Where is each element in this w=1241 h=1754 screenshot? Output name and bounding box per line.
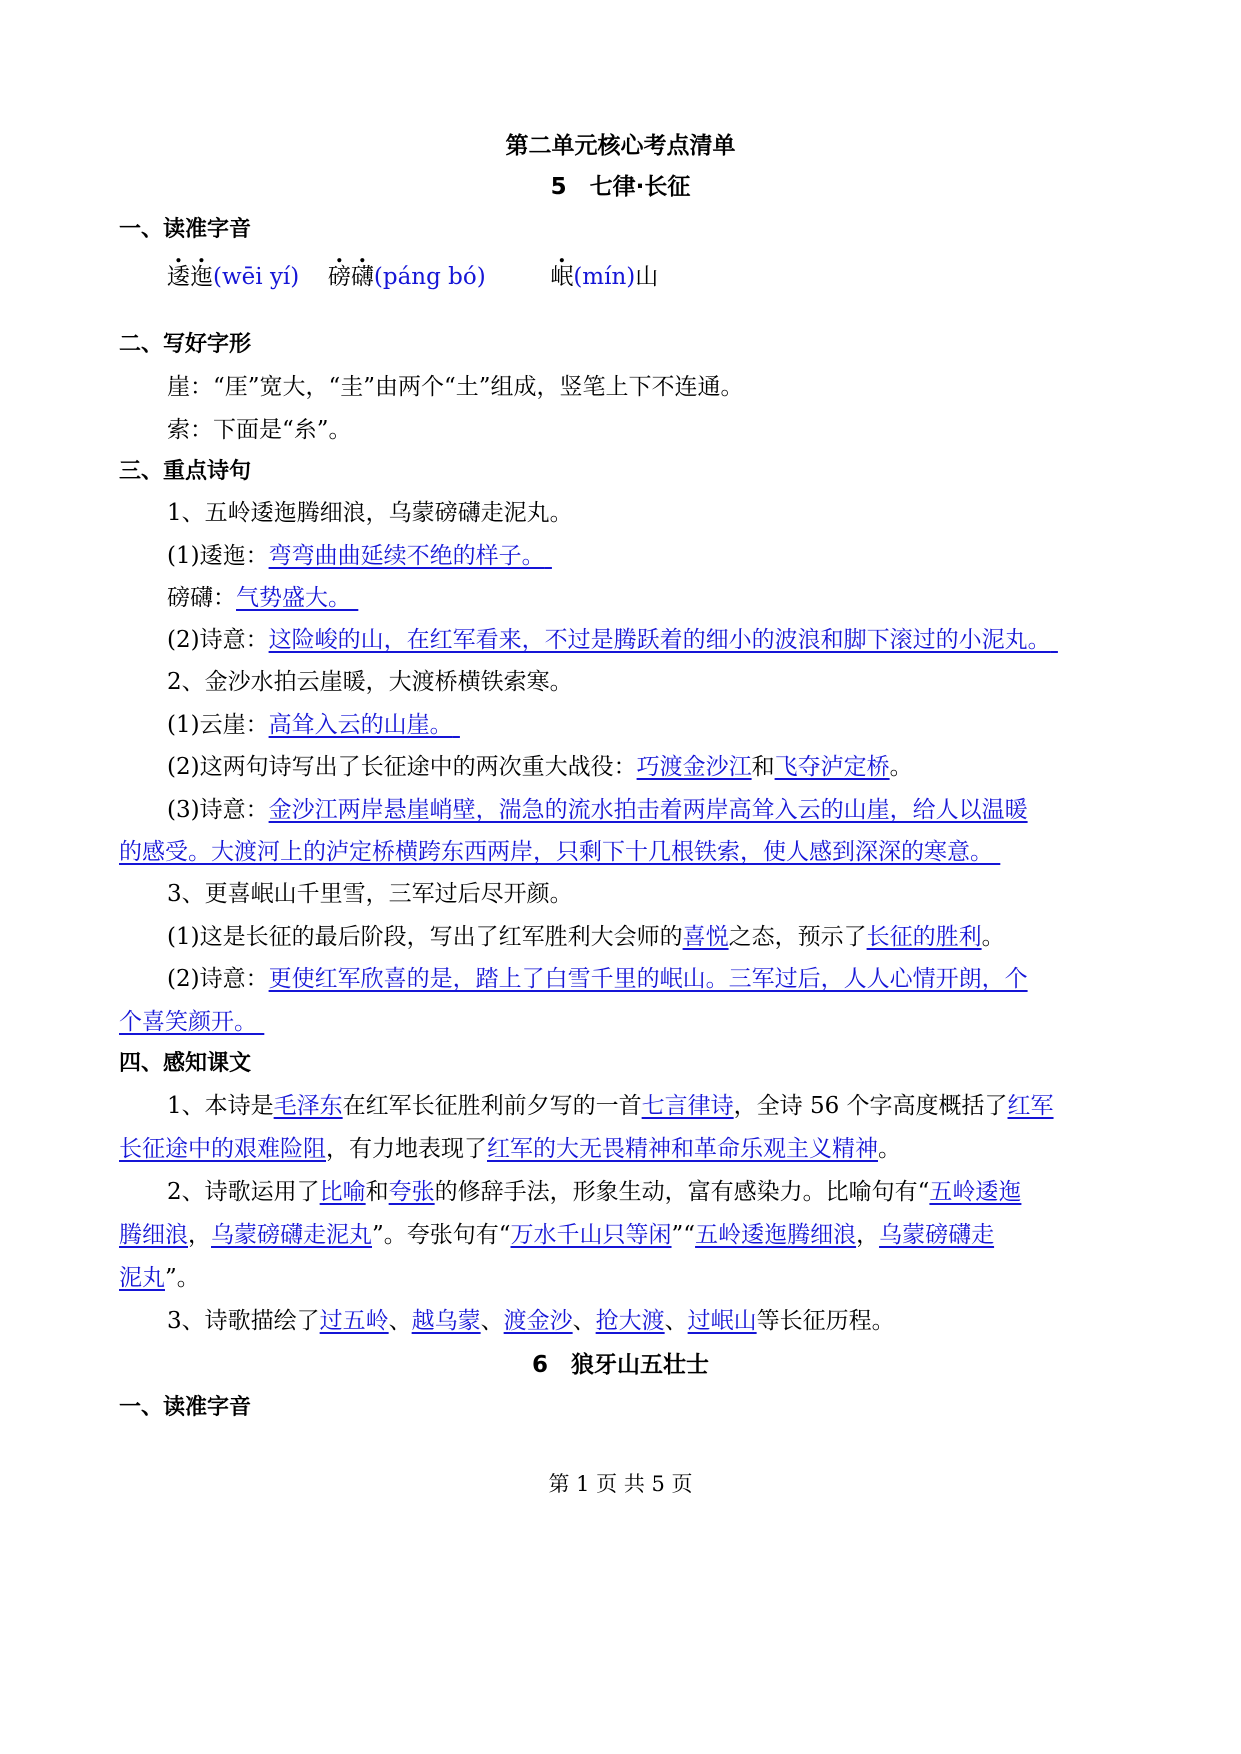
q3-stage: (1)这是长征的最后阶段，写出了红军胜利大会师的喜悦之态，预示了长征的胜利。 <box>167 924 1005 950</box>
q1-pangbo: 磅礴：气势盛大。 <box>167 585 351 611</box>
answer: 毛泽东 <box>273 1093 343 1119</box>
answer: 乌蒙磅礴走泥丸 <box>211 1222 372 1248</box>
answer: 弯弯曲曲延续不绝的样子。 <box>268 543 545 569</box>
answer: 夸张 <box>388 1179 435 1205</box>
section-writing-heading: 二、写好字形 <box>119 332 252 357</box>
answer: 七言律诗 <box>641 1093 734 1119</box>
q2-meaning-line-2 <box>119 837 1000 867</box>
answer: 红军的大无畏精神和革命乐观主义精神 <box>487 1136 878 1162</box>
pron-word-3: 岷(mín)山 <box>550 264 659 290</box>
lesson-6-title: 6 狼牙山五壮士 <box>531 1352 709 1378</box>
k1-line-1: 1、本诗是毛泽东在红军长征胜利前夕写的一首七言律诗，全诗 56 个字高度概括了红军 <box>167 1093 1054 1119</box>
q3-meaning-line-1: (2)诗意：更使红军欣喜的是，踏上了白雪千里的岷山。三军过后，人人心情开朗，个 <box>167 966 1028 992</box>
k2-line-3: 泥丸”。 <box>119 1265 200 1291</box>
section-comprehension-heading: 四、感知课文 <box>119 1051 252 1076</box>
answer: 抢大渡 <box>595 1308 665 1334</box>
q1-weiyi: (1)逶迤：弯弯曲曲延续不绝的样子。 <box>167 543 545 569</box>
answer: 乌蒙磅礴走 <box>879 1222 995 1248</box>
q2-battles: (2)这两句诗写出了长征途中的两次重大战役：巧渡金沙江和飞夺泸定桥。 <box>167 754 913 780</box>
answer: 长征途中的艰难险阻 <box>119 1136 326 1162</box>
section-pronunciation-heading: 一、读准字音 <box>119 217 252 242</box>
glyph-note-ya: 崖：“厓”宽大，“圭”由两个“土”组成，竖笔上下不连通。 <box>167 374 744 400</box>
answer: 更使红军欣喜的是，踏上了白雪千里的岷山。三军过后，人人心情开朗，个 <box>268 966 1028 992</box>
key-line-1: 1、五岭逶迤腾细浪，乌蒙磅礴走泥丸。 <box>167 500 573 526</box>
answer: 巧渡金沙江 <box>636 754 752 780</box>
answer: 泥丸 <box>119 1265 165 1291</box>
answer: 腾细浪 <box>119 1222 188 1248</box>
q2-yunya: (1)云崖：高耸入云的山崖。 <box>167 712 453 738</box>
pron-word-2: 磅礴(páng bó) <box>327 264 486 290</box>
section-key-lines-heading: 三、重点诗句 <box>119 459 252 484</box>
lesson-6-pronunciation-heading: 一、读准字音 <box>119 1395 252 1420</box>
answer: 气势盛大。 <box>236 585 351 611</box>
q2-meaning-line-1: (3)诗意：金沙江两岸悬崖峭壁，湍急的流水拍击着两岸高耸入云的山崖，给人以温暖 <box>167 797 1028 823</box>
lesson-5-title: 5 七律·长征 <box>550 174 691 200</box>
glyph-note-suo: 索：下面是“糸”。 <box>167 417 352 443</box>
answer: 的感受。大渡河上的泸定桥横跨东西两岸，只剩下十几根铁索，使人感到深深的寒意。 <box>119 839 993 865</box>
answer: 金沙江两岸悬崖峭壁，湍急的流水拍击着两岸高耸入云的山崖，给人以温暖 <box>268 797 1028 823</box>
key-line-2: 2、金沙水拍云崖暖，大渡桥横铁索寒。 <box>167 669 573 695</box>
k2-line-1: 2、诗歌运用了比喻和夸张的修辞手法，形象生动，富有感染力。比喻句有“五岭逶迤 <box>167 1179 1022 1205</box>
answer: 五岭逶迤 <box>929 1179 1022 1205</box>
k1-line-2: 长征途中的艰难险阻，有力地表现了红军的大无畏精神和革命乐观主义精神。 <box>119 1136 901 1162</box>
answer: 万水千山只等闲 <box>510 1222 672 1248</box>
key-line-3: 3、更喜岷山千里雪，三军过后尽开颜。 <box>167 881 573 907</box>
answer: 越乌蒙 <box>411 1308 481 1334</box>
page-footer: 第 1 页 共 5 页 <box>548 1472 693 1496</box>
q3-meaning-line-2 <box>119 1007 264 1037</box>
answer: 过五岭 <box>319 1308 389 1334</box>
document-title: 第二单元核心考点清单 <box>505 133 736 159</box>
answer: 长征的胜利 <box>866 924 982 950</box>
answer: 红军 <box>1007 1093 1054 1119</box>
answer: 五岭逶迤腾细浪 <box>695 1222 857 1248</box>
answer: 高耸入云的山崖。 <box>268 712 453 738</box>
pron-word-1: 逶迤(wēi yí) <box>167 264 300 290</box>
answer: 过岷山 <box>687 1308 757 1334</box>
answer: 个喜笑颜开。 <box>119 1009 257 1035</box>
answer: 飞夺泸定桥 <box>774 754 890 780</box>
answer: 渡金沙 <box>503 1308 573 1334</box>
answer: 喜悦 <box>682 924 729 950</box>
answer: 比喻 <box>319 1179 366 1205</box>
q1-meaning: (2)诗意：这险峻的山，在红军看来，不过是腾跃着的细小的波浪和脚下滚过的小泥丸。 <box>167 627 1051 653</box>
answer: 这险峻的山，在红军看来，不过是腾跃着的细小的波浪和脚下滚过的小泥丸。 <box>268 627 1051 653</box>
pronunciation-row <box>167 262 658 292</box>
k2-line-2: 腾细浪，乌蒙磅礴走泥丸”。夸张句有“万水千山只等闲”“五岭逶迤腾细浪，乌蒙磅礴走 <box>119 1222 995 1248</box>
k3-line: 3、诗歌描绘了过五岭、越乌蒙、渡金沙、抢大渡、过岷山等长征历程。 <box>167 1308 895 1334</box>
